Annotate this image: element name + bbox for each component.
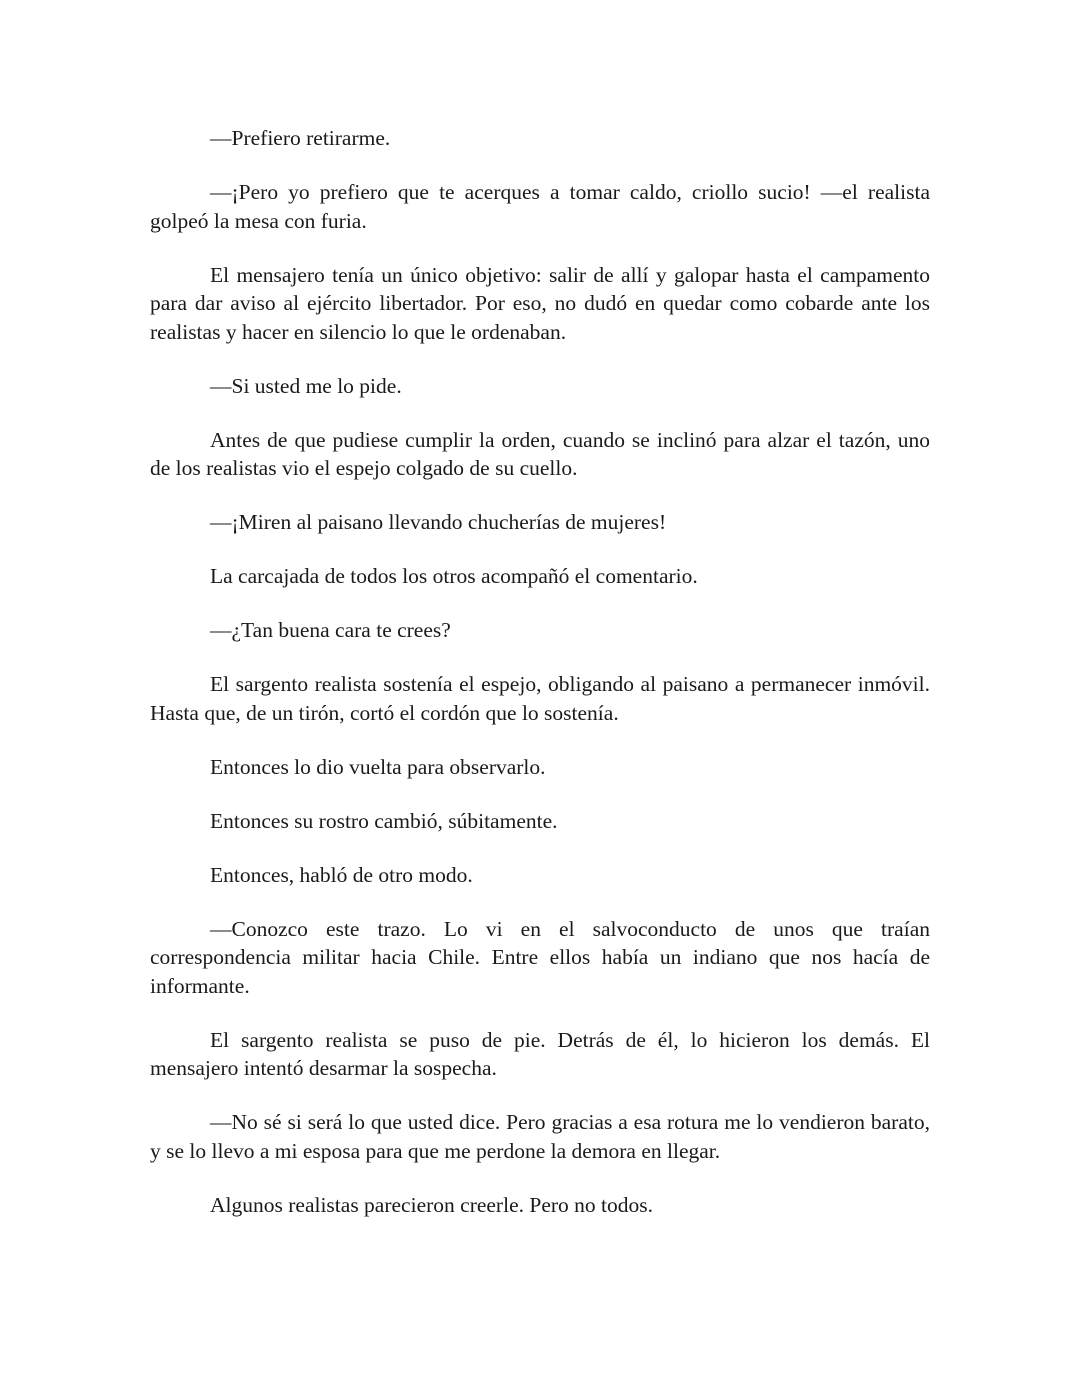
paragraph: —¡Miren al paisano llevando chucherías de mujeres! bbox=[210, 510, 667, 534]
paragraph: El sargento realista se puso de pie. Detrás de él, lo hicieron los demás. El mensajero intentó desarmar la sospecha. bbox=[150, 1027, 930, 1080]
paragraph: La carcajada de todos los otros acompañó el comentario. bbox=[210, 564, 698, 588]
paragraph: Entonces, habló de otro modo. bbox=[210, 862, 473, 887]
paragraph: Entonces lo dio vuelta para observarlo. bbox=[210, 754, 546, 779]
paragraph: El sargento realista sostenía el espejo, obligando al paisano a permanecer inmóvil. Hasta que, de un tirón, cortó el cordón que lo sostenía. bbox=[150, 672, 930, 725]
paragraph: —Prefiero retirarme. bbox=[210, 126, 391, 150]
paragraph: —Si usted me lo pide. bbox=[210, 373, 402, 398]
paragraph: Algunos realistas parecieron creerle. Pero no todos. bbox=[210, 1192, 653, 1217]
paragraph: —¡Pero yo prefiero que te acerques a tomar caldo, criollo sucio! —el realista golpeó la mesa con furia. bbox=[150, 180, 930, 233]
paragraph: —¿Tan buena cara te crees? bbox=[210, 618, 451, 642]
paragraph: —Conozco este trazo. Lo vi en el salvoconducto de unos que traían correspondencia militar hacia Chile. Entre ellos había un indiano que nos hacía de informante. bbox=[150, 916, 930, 998]
document-page bbox=[150, 124, 930, 1245]
paragraph: Entonces su rostro cambió, súbitamente. bbox=[210, 808, 558, 833]
paragraph: El mensajero tenía un único objetivo: salir de allí y galopar hasta el campamento para dar aviso al ejército libertador. Por eso, no dudó en quedar como cobarde ante los realistas y hacer en silencio lo que le ordenaban. bbox=[150, 262, 930, 344]
paragraph: —No sé si será lo que usted dice. Pero gracias a esa rotura me lo vendieron barato, y se lo llevo a mi esposa para que me perdone la demora en llegar. bbox=[150, 1110, 930, 1163]
paragraph: Antes de que pudiese cumplir la orden, cuando se inclinó para alzar el tazón, uno de los realistas vio el espejo colgado de su cuello. bbox=[150, 427, 930, 480]
